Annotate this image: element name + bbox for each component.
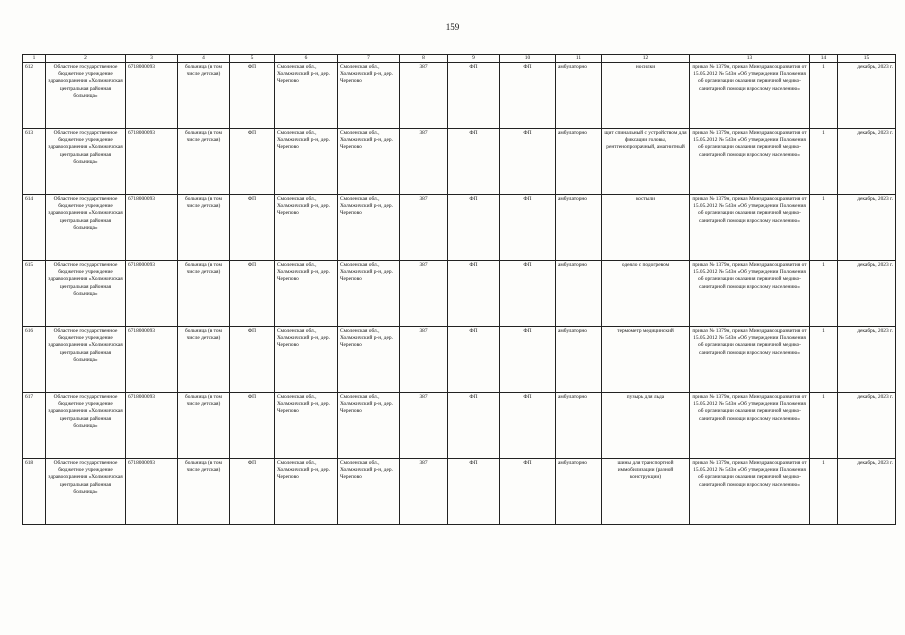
unit-type-3: ФП — [500, 63, 556, 129]
quantity: 1 — [810, 459, 838, 525]
delivery-date: декабрь, 2023 г. — [838, 261, 896, 327]
unit-type-2: ФП — [448, 393, 500, 459]
care-condition: амбулаторно — [556, 195, 602, 261]
quantity: 1 — [810, 129, 838, 195]
unit-number: 387 — [400, 327, 448, 393]
unit-type: ФП — [230, 261, 275, 327]
unit-type-2: ФП — [448, 459, 500, 525]
facility-type: больница (в том числе детская) — [178, 327, 230, 393]
column-header-5: 5 — [230, 55, 275, 63]
care-condition: амбулаторно — [556, 63, 602, 129]
equipment-item: пузырь для льда — [602, 393, 690, 459]
address-primary: Смоленская обл., Холмжичский р-н, дер. Черепово — [275, 129, 338, 195]
org-code: 6718000093 — [126, 63, 178, 129]
column-header-10: 10 — [500, 55, 556, 63]
equipment-item: шины для транспортной иммобилизации (разной конструкции) — [602, 459, 690, 525]
column-header-13: 13 — [690, 55, 810, 63]
equipment-item: костыли — [602, 195, 690, 261]
delivery-date: декабрь, 2023 г. — [838, 129, 896, 195]
address-primary: Смоленская обл., Холмжичский р-н, дер. Черепово — [275, 63, 338, 129]
column-header-1: 1 — [23, 55, 46, 63]
delivery-date: декабрь, 2023 г. — [838, 63, 896, 129]
unit-type: ФП — [230, 195, 275, 261]
column-header-8: 8 — [400, 55, 448, 63]
organization-name: Областное государственное бюджетное учреждение здравоохранения «Холмжичская центральная районная больница» — [46, 327, 126, 393]
column-header-9: 9 — [448, 55, 500, 63]
unit-number: 387 — [400, 261, 448, 327]
column-header-4: 4 — [178, 55, 230, 63]
quantity: 1 — [810, 261, 838, 327]
column-header-11: 11 — [556, 55, 602, 63]
delivery-date: декабрь, 2023 г. — [838, 393, 896, 459]
address-primary: Смоленская обл., Холмжичский р-н, дер. Черепово — [275, 261, 338, 327]
regulation-order: приказ № 1379н, приказ Минздравсоцразвития от 15.05.2012 № 543н «Об утверждении Положения об организации оказания первичной медико-санитарной помощи взрослому населению» — [690, 393, 810, 459]
unit-type: ФП — [230, 459, 275, 525]
unit-number: 387 — [400, 195, 448, 261]
address-primary: Смоленская обл., Холмжичский р-н, дер. Черепово — [275, 459, 338, 525]
unit-type-3: ФП — [500, 129, 556, 195]
unit-type: ФП — [230, 327, 275, 393]
care-condition: амбулаторно — [556, 261, 602, 327]
table-row — [23, 129, 896, 195]
column-header-3: 3 — [126, 55, 178, 63]
org-code: 6718000093 — [126, 459, 178, 525]
unit-type-2: ФП — [448, 327, 500, 393]
equipment-item: термометр медицинский — [602, 327, 690, 393]
org-code: 6718000093 — [126, 261, 178, 327]
column-header-7: 7 — [338, 55, 400, 63]
table-row — [23, 261, 896, 327]
unit-type-2: ФП — [448, 129, 500, 195]
facility-type: больница (в том числе детская) — [178, 393, 230, 459]
unit-type: ФП — [230, 393, 275, 459]
regulation-order: приказ № 1379н, приказ Минздравсоцразвития от 15.05.2012 № 543н «Об утверждении Положения об организации оказания первичной медико-санитарной помощи взрослому населению» — [690, 459, 810, 525]
equipment-item: одеяло с подогревом — [602, 261, 690, 327]
quantity: 1 — [810, 63, 838, 129]
organization-name: Областное государственное бюджетное учреждение здравоохранения «Холмжичская центральная районная больница» — [46, 129, 126, 195]
unit-type: ФП — [230, 129, 275, 195]
delivery-date: декабрь, 2023 г. — [838, 459, 896, 525]
unit-type-3: ФП — [500, 393, 556, 459]
row-number: 615 — [23, 261, 46, 327]
equipment-item: щит спинальный с устройством для фиксации головы, рентгенопрозрачный, амагнитный — [602, 129, 690, 195]
equipment-table — [22, 54, 896, 525]
address-secondary: Смоленская обл., Холмжичский р-н, дер. Черепово — [338, 195, 400, 261]
regulation-order: приказ № 1379н, приказ Минздравсоцразвития от 15.05.2012 № 543н «Об утверждении Положения об организации оказания первичной медико-санитарной помощи взрослому населению» — [690, 327, 810, 393]
table-header-row — [23, 55, 896, 63]
care-condition: амбулаторно — [556, 393, 602, 459]
unit-number: 387 — [400, 129, 448, 195]
table-row — [23, 459, 896, 525]
unit-number: 387 — [400, 393, 448, 459]
table-row — [23, 195, 896, 261]
organization-name: Областное государственное бюджетное учреждение здравоохранения «Холмжичская центральная районная больница» — [46, 63, 126, 129]
organization-name: Областное государственное бюджетное учреждение здравоохранения «Холмжичская центральная районная больница» — [46, 261, 126, 327]
organization-name: Областное государственное бюджетное учреждение здравоохранения «Холмжичская центральная районная больница» — [46, 459, 126, 525]
column-header-12: 12 — [602, 55, 690, 63]
table-row — [23, 327, 896, 393]
delivery-date: декабрь, 2023 г. — [838, 327, 896, 393]
care-condition: амбулаторно — [556, 327, 602, 393]
equipment-item: носилки — [602, 63, 690, 129]
row-number: 616 — [23, 327, 46, 393]
org-code: 6718000093 — [126, 327, 178, 393]
table-body — [23, 63, 896, 525]
org-code: 6718000093 — [126, 195, 178, 261]
address-primary: Смоленская обл., Холмжичский р-н, дер. Черепово — [275, 195, 338, 261]
facility-type: больница (в том числе детская) — [178, 195, 230, 261]
row-number: 618 — [23, 459, 46, 525]
org-code: 6718000093 — [126, 129, 178, 195]
row-number: 613 — [23, 129, 46, 195]
table-row — [23, 63, 896, 129]
unit-type-2: ФП — [448, 261, 500, 327]
unit-type-3: ФП — [500, 195, 556, 261]
address-secondary: Смоленская обл., Холмжичский р-н, дер. Черепово — [338, 63, 400, 129]
column-header-6: 6 — [275, 55, 338, 63]
address-primary: Смоленская обл., Холмжичский р-н, дер. Черепово — [275, 327, 338, 393]
row-number: 612 — [23, 63, 46, 129]
table-row — [23, 393, 896, 459]
address-secondary: Смоленская обл., Холмжичский р-н, дер. Черепово — [338, 129, 400, 195]
column-header-14: 14 — [810, 55, 838, 63]
row-number: 614 — [23, 195, 46, 261]
facility-type: больница (в том числе детская) — [178, 129, 230, 195]
quantity: 1 — [810, 195, 838, 261]
regulation-order: приказ № 1379н, приказ Минздравсоцразвития от 15.05.2012 № 543н «Об утверждении Положения об организации оказания первичной медико-санитарной помощи взрослому населению» — [690, 261, 810, 327]
unit-type-3: ФП — [500, 261, 556, 327]
page-number: 159 — [445, 22, 460, 32]
quantity: 1 — [810, 393, 838, 459]
facility-type: больница (в том числе детская) — [178, 459, 230, 525]
organization-name: Областное государственное бюджетное учреждение здравоохранения «Холмжичская центральная районная больница» — [46, 393, 126, 459]
row-number: 617 — [23, 393, 46, 459]
address-secondary: Смоленская обл., Холмжичский р-н, дер. Черепово — [338, 327, 400, 393]
address-secondary: Смоленская обл., Холмжичский р-н, дер. Черепово — [338, 393, 400, 459]
unit-number: 387 — [400, 459, 448, 525]
column-header-2: 2 — [46, 55, 126, 63]
column-header-15: 15 — [838, 55, 896, 63]
unit-type-2: ФП — [448, 195, 500, 261]
care-condition: амбулаторно — [556, 459, 602, 525]
address-secondary: Смоленская обл., Холмжичский р-н, дер. Черепово — [338, 261, 400, 327]
address-primary: Смоленская обл., Холмжичский р-н, дер. Черепово — [275, 393, 338, 459]
organization-name: Областное государственное бюджетное учреждение здравоохранения «Холмжичская центральная районная больница» — [46, 195, 126, 261]
address-secondary: Смоленская обл., Холмжичский р-н, дер. Черепово — [338, 459, 400, 525]
regulation-order: приказ № 1379н, приказ Минздравсоцразвития от 15.05.2012 № 543н «Об утверждении Положения об организации оказания первичной медико-санитарной помощи взрослому населению» — [690, 63, 810, 129]
unit-type-2: ФП — [448, 63, 500, 129]
care-condition: амбулаторно — [556, 129, 602, 195]
unit-type-3: ФП — [500, 459, 556, 525]
facility-type: больница (в том числе детская) — [178, 261, 230, 327]
unit-number: 387 — [400, 63, 448, 129]
delivery-date: декабрь, 2023 г. — [838, 195, 896, 261]
regulation-order: приказ № 1379н, приказ Минздравсоцразвития от 15.05.2012 № 543н «Об утверждении Положения об организации оказания первичной медико-санитарной помощи взрослому населению» — [690, 195, 810, 261]
org-code: 6718000093 — [126, 393, 178, 459]
facility-type: больница (в том числе детская) — [178, 63, 230, 129]
quantity: 1 — [810, 327, 838, 393]
regulation-order: приказ № 1379н, приказ Минздравсоцразвития от 15.05.2012 № 543н «Об утверждении Положения об организации оказания первичной медико-санитарной помощи взрослому населению» — [690, 129, 810, 195]
unit-type: ФП — [230, 63, 275, 129]
unit-type-3: ФП — [500, 327, 556, 393]
